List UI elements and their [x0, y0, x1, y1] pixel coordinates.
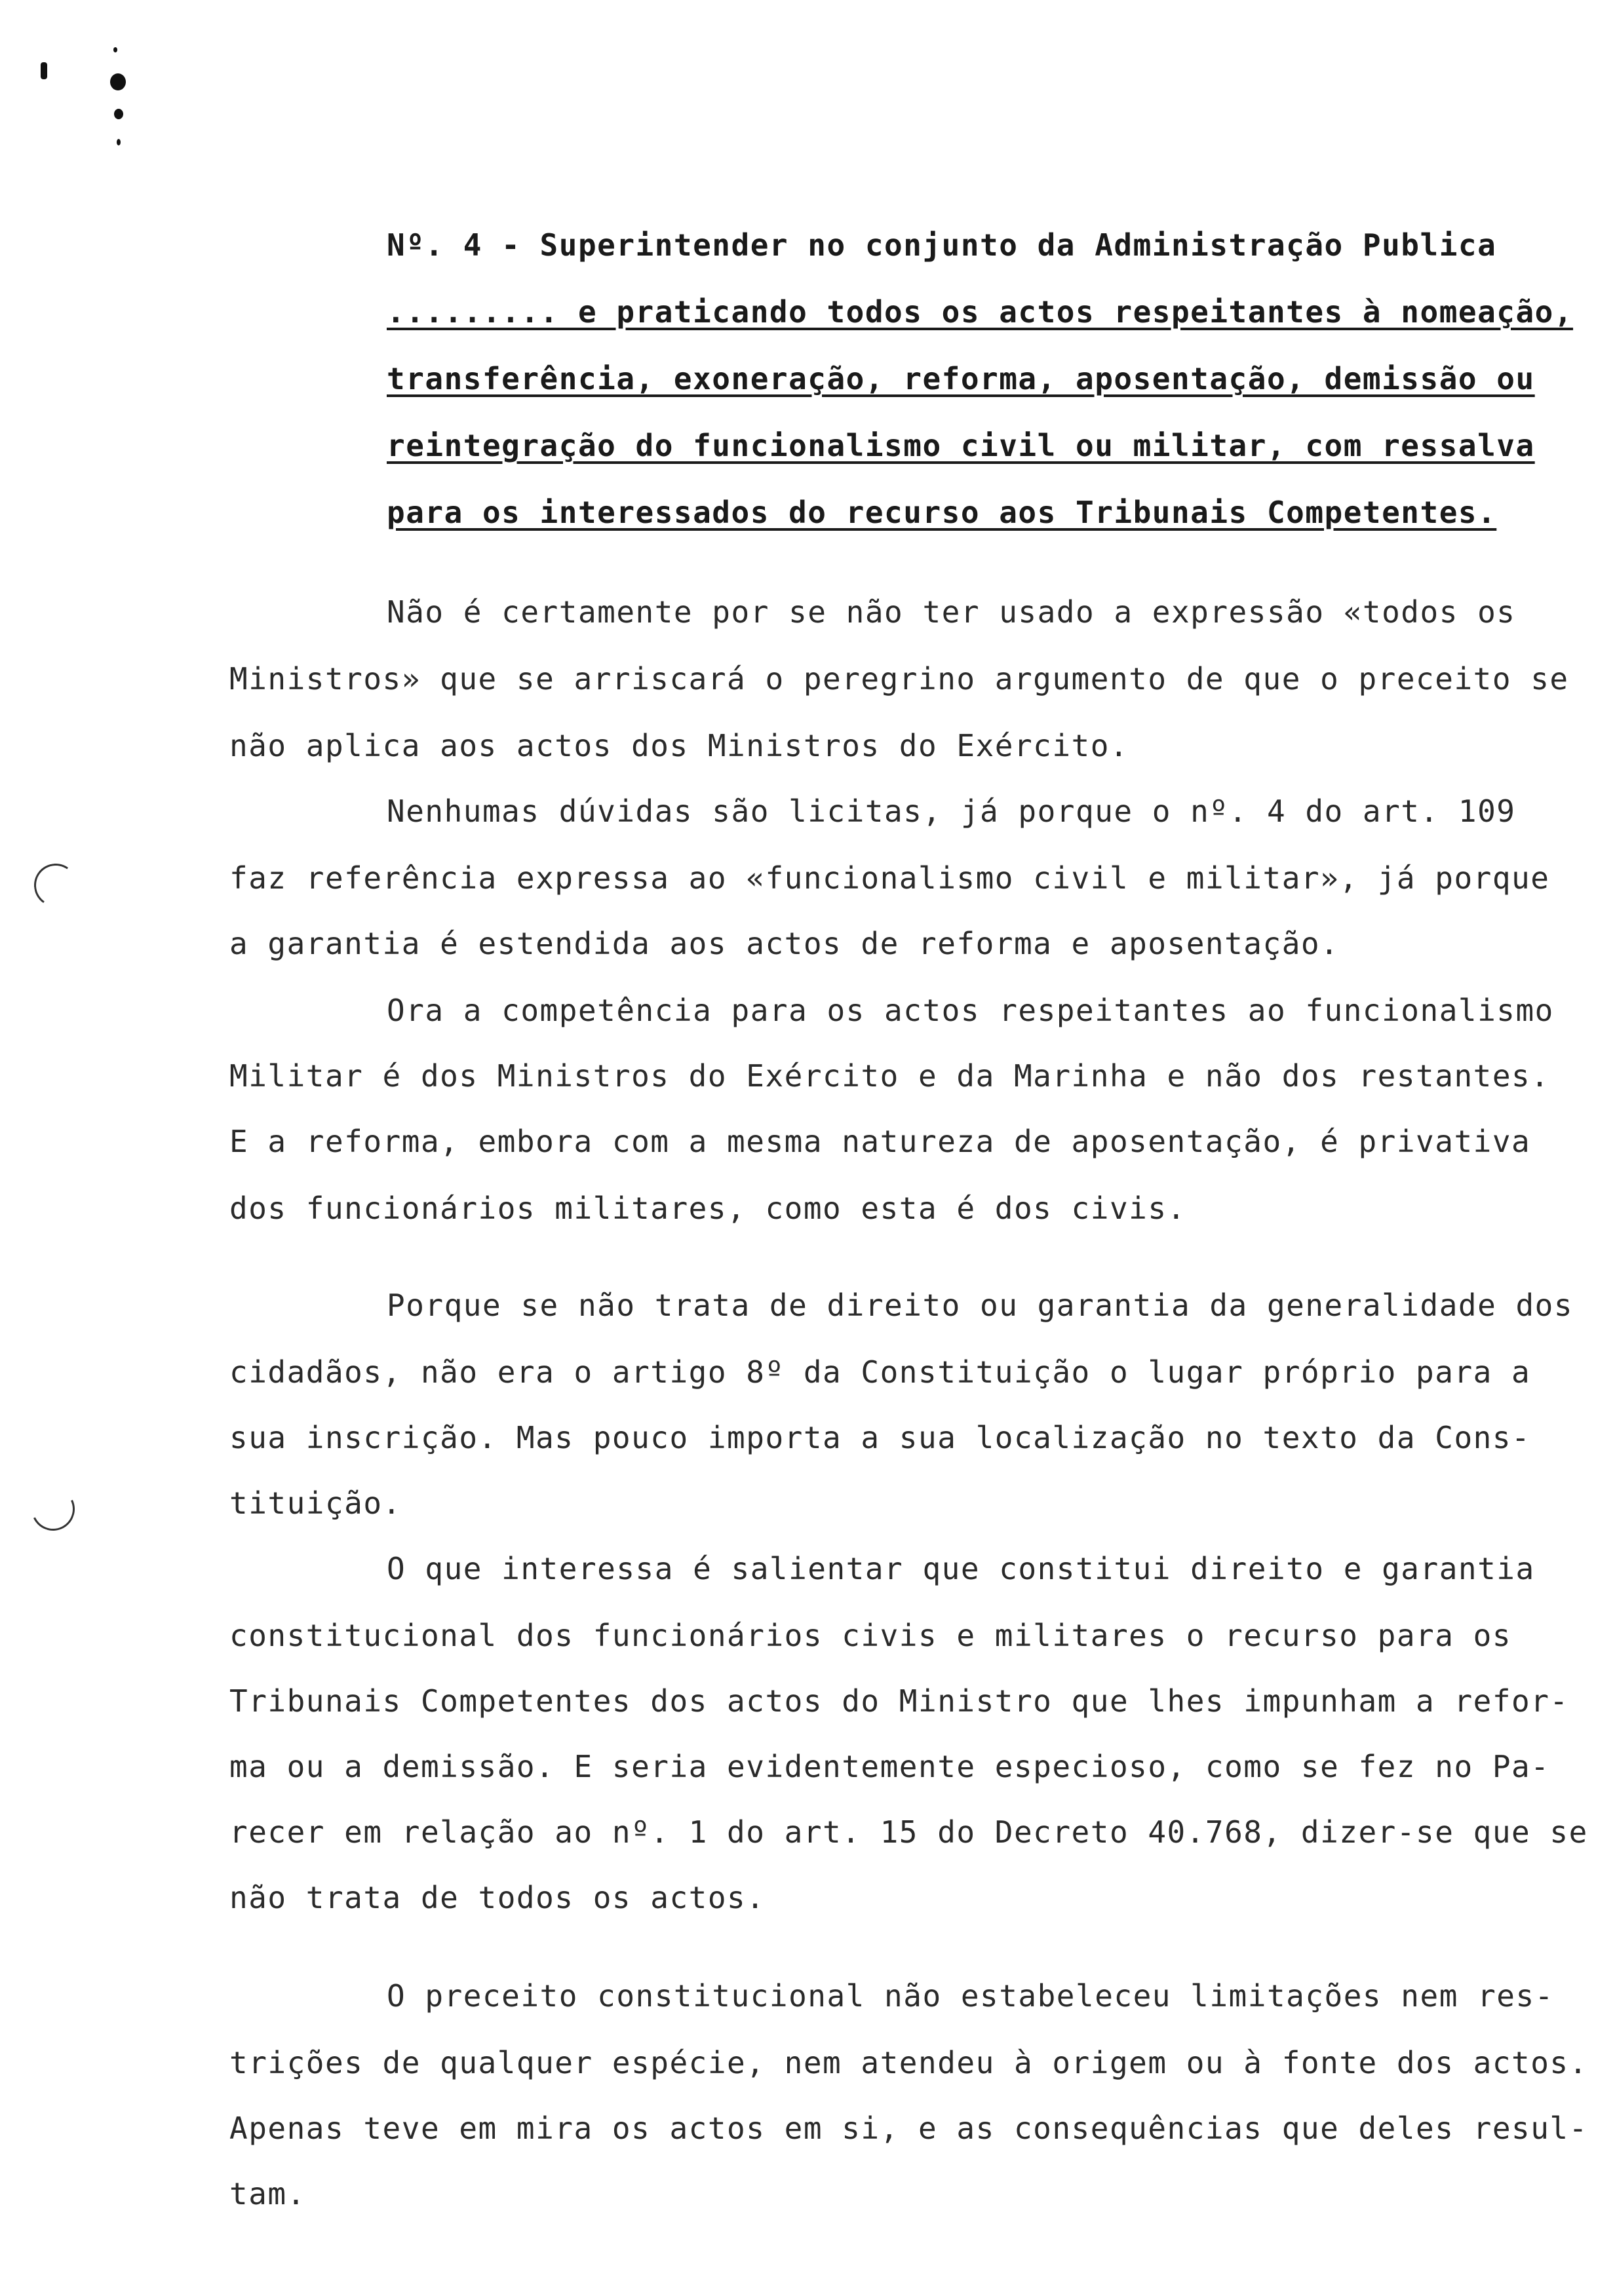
- body-text-line: ma ou a demissão. E seria evidentemente especioso, como se fez no Pa-: [229, 1749, 1550, 1784]
- margin-mark: [41, 62, 47, 79]
- body-text-line: sua inscrição. Mas pouco importa a sua localização no texto da Cons-: [229, 1420, 1531, 1455]
- body-text-line: faz referência expressa ao «funcionalismo civil e militar», já porque: [229, 860, 1550, 896]
- body-text-line: Apenas teve em mira os actos em si, e as consequências que deles resul-: [229, 2111, 1588, 2146]
- body-text-line: dos funcionários militares, como esta é dos civis.: [229, 1191, 1186, 1226]
- body-text-line: Tribunais Competentes dos actos do Ministro que lhes impunham a refor-: [229, 1683, 1569, 1719]
- body-text-line: constitucional dos funcionários civis e militares o recurso para os: [229, 1618, 1512, 1653]
- body-text-line: O preceito constitucional não estabeleceu limitações nem res-: [387, 1978, 1554, 2014]
- body-text-line: trições de qualquer espécie, nem atendeu à origem ou à fonte dos actos.: [229, 2045, 1588, 2080]
- quoted-text-line: ......... e praticando todos os actos respeitantes à nomeação,: [387, 294, 1574, 330]
- quoted-text-line: reintegração do funcionalismo civil ou militar, com ressalva: [387, 428, 1535, 463]
- body-text-line: tituição.: [229, 1485, 402, 1521]
- margin-mark: [114, 109, 123, 119]
- body-text-line: cidadãos, não era o artigo 8º da Constituição o lugar próprio para a: [229, 1354, 1531, 1390]
- body-text-line: Ministros» que se arriscará o peregrino argumento de que o preceito se: [229, 661, 1569, 697]
- margin-mark: [110, 73, 126, 90]
- margin-mark: [117, 139, 121, 145]
- quoted-text-line: para os interessados do recurso aos Tribunais Competentes.: [387, 495, 1497, 530]
- body-text-line: Ora a competência para os actos respeitantes ao funcionalismo: [387, 993, 1554, 1028]
- body-text-line: recer em relação ao nº. 1 do art. 15 do Decreto 40.768, dizer-se que se: [229, 1814, 1588, 1850]
- margin-mark: [113, 47, 117, 52]
- body-text-line: O que interessa é salientar que constitui direito e garantia: [387, 1551, 1535, 1586]
- body-text-line: Porque se não trata de direito ou garantia da generalidade dos: [387, 1288, 1574, 1323]
- quoted-text-line: transferência, exoneração, reforma, aposentação, demissão ou: [387, 361, 1535, 396]
- body-text-line: Nenhumas dúvidas são licitas, já porque o nº. 4 do art. 109: [387, 794, 1516, 829]
- body-text-line: não trata de todos os actos.: [229, 1880, 766, 1915]
- body-text-line: E a reforma, embora com a mesma natureza de aposentação, é privativa: [229, 1124, 1531, 1159]
- body-text-line: Militar é dos Ministros do Exército e da Marinha e não dos restantes.: [229, 1058, 1550, 1094]
- punch-hole-mark: [26, 1482, 81, 1537]
- body-text-line: tam.: [229, 2176, 306, 2211]
- punch-hole-mark: [31, 860, 81, 910]
- article-heading-line: Nº. 4 - Superintender no conjunto da Administração Publica: [387, 227, 1497, 263]
- body-text-line: não aplica aos actos dos Ministros do Exército.: [229, 728, 1129, 763]
- body-text-line: Não é certamente por se não ter usado a expressão «todos os: [387, 594, 1516, 630]
- body-text-line: a garantia é estendida aos actos de reforma e aposentação.: [229, 926, 1340, 961]
